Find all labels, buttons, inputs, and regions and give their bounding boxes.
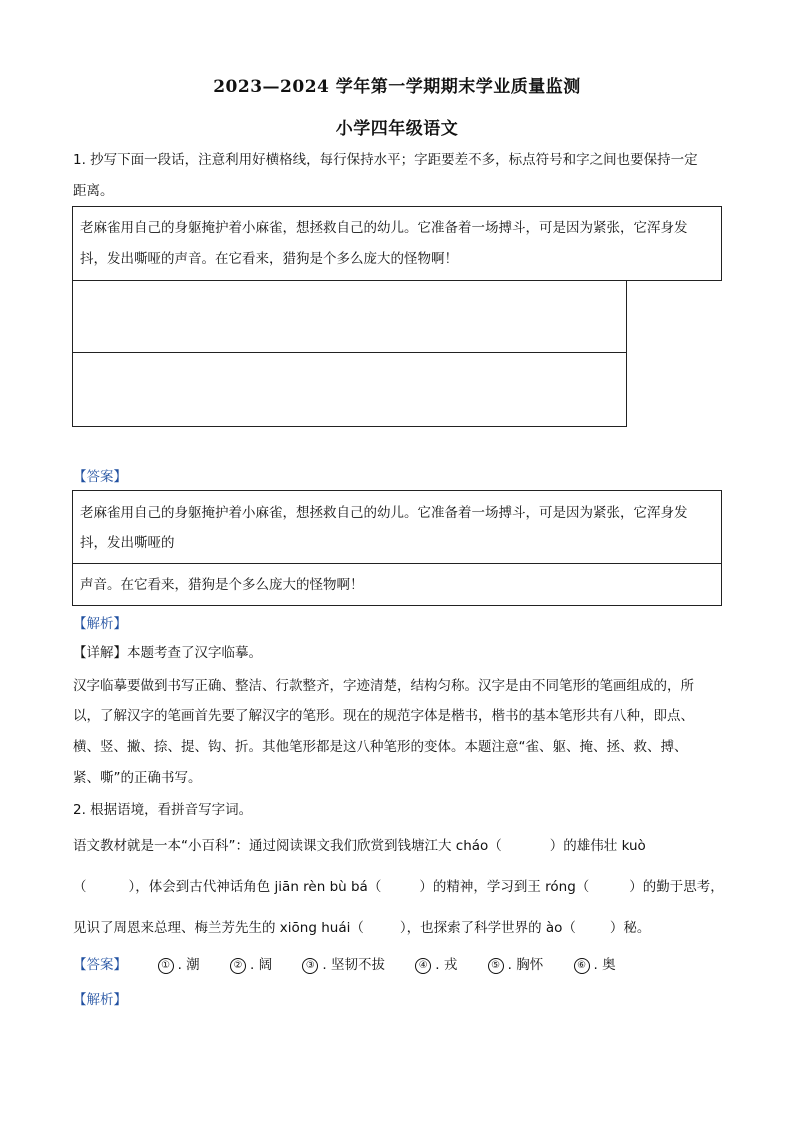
q1-instruction-line2: 距离。	[73, 183, 114, 199]
q1-passage-line2: 抖，发出嘶哑的声音。在它看来，猎狗是个多么庞大的怪物啊！	[80, 251, 458, 267]
q2-answer-2-text: . 阔	[249, 957, 273, 973]
q2-answer-6-num: ⑥	[574, 958, 590, 974]
q1-explain-line1: 汉字临摹要做到书写正确、整洁、行款整齐，字迹清楚，结构匀称。汉字是由不同笔形的笔画组成的，所	[73, 678, 694, 694]
q1-answer-line1: 老麻雀用自己的身躯掩护着小麻雀，想拯救自己的幼儿。它准备着一场搏斗，可是因为紧张，它浑身发	[80, 505, 688, 521]
q1-analysis-tag: 【解析】	[73, 616, 127, 632]
q1-answer-divider	[73, 563, 721, 564]
q2-answer-4	[415, 955, 457, 975]
q2-line2-part-d: ）的勤于思考，	[629, 879, 724, 895]
q2-sentence-line1	[73, 836, 646, 856]
q2-line1-part-a: 语文教材就是一本“小百科”：通过阅读课文我们欣赏到钱塘江大 cháo（	[73, 838, 502, 854]
q2-answer-5-text: . 胸怀	[507, 957, 544, 973]
q1-answer-box	[72, 490, 722, 606]
q1-detail-text: 本题考查了汉字临摹。	[127, 645, 262, 661]
q1-passage-line1: 老麻雀用自己的身躯掩护着小麻雀，想拯救自己的幼儿。它准备着一场搏斗，可是因为紧张，它浑身发	[80, 220, 688, 236]
q2-answer-row	[73, 955, 642, 975]
document-subtitle: 小学四年级语文	[335, 119, 459, 139]
q2-answer-6-text: . 奥	[593, 957, 616, 973]
q1-explain-line3: 横、竖、撇、捺、提、钩、折。其他笔形都是这八种笔形的变体。本题注意“雀、躯、掩、拯、救、搏、	[73, 739, 688, 755]
q1-copy-grid	[72, 280, 627, 427]
q2-answer-1-num: ①	[158, 958, 174, 974]
q2-answer-1-text: . 潮	[177, 957, 200, 973]
q1-detail-line	[73, 643, 262, 663]
q1-answer-line3: 声音。在它看来，猎狗是个多么庞大的怪物啊！	[80, 577, 364, 593]
q2-instruction: 2. 根据语境，看拼音写字词。	[73, 802, 253, 818]
q2-answer-5	[488, 955, 544, 975]
q2-answer-5-num: ⑤	[488, 958, 504, 974]
q2-line3-part-c: ）秘。	[609, 920, 651, 936]
q1-explain-line2: 以，了解汉字的笔画首先要了解汉字的笔形。现在的规范字体是楷书，楷书的基本笔形共有八种，即点、	[73, 708, 694, 724]
document-title: 2023—2024 学年第一学期期末学业质量监测	[213, 77, 581, 97]
q1-detail-tag: 【详解】	[73, 645, 127, 661]
q2-line2-part-a: （	[73, 879, 87, 895]
q2-sentence-line3	[73, 918, 650, 938]
q2-sentence-line2	[73, 877, 724, 897]
q2-answer-2	[230, 955, 272, 975]
q2-answer-1	[158, 955, 200, 975]
q1-copy-grid-line	[73, 352, 626, 353]
q2-answer-3-text: . 坚韧不拔	[322, 957, 385, 973]
q2-analysis-tag: 【解析】	[73, 992, 127, 1008]
q2-line1-part-b: ）的雄伟壮 kuò	[549, 838, 646, 854]
q1-explain-line4: 紧、嘶”的正确书写。	[73, 770, 202, 786]
q1-instruction-line1: 1. 抄写下面一段话，注意利用好横格线，每行保持水平；字距要差不多，标点符号和字之间也要保持一定	[73, 152, 698, 168]
q1-answer-tag: 【答案】	[73, 469, 127, 485]
q2-line2-part-c: ）的精神，学习到王 róng（	[419, 879, 590, 895]
q2-answer-4-text: . 戎	[435, 957, 458, 973]
q2-line3-part-b: ），也探索了科学世界的 ào（	[399, 920, 576, 936]
q2-answer-4-num: ④	[415, 958, 431, 974]
q2-answer-tag: 【答案】	[73, 957, 127, 973]
q2-answer-2-num: ②	[230, 958, 246, 974]
q2-answer-3	[302, 955, 385, 975]
q2-answer-3-num: ③	[302, 958, 318, 974]
q1-passage-box	[72, 206, 722, 281]
q2-answer-6	[574, 955, 616, 975]
q2-line2-part-b: ），体会到古代神话角色 jiān rèn bù bá（	[128, 879, 382, 895]
q1-answer-line2: 抖，发出嘶哑的	[80, 535, 175, 551]
q2-line3-part-a: 见识了周恩来总理、梅兰芳先生的 xiōng huái（	[73, 920, 364, 936]
